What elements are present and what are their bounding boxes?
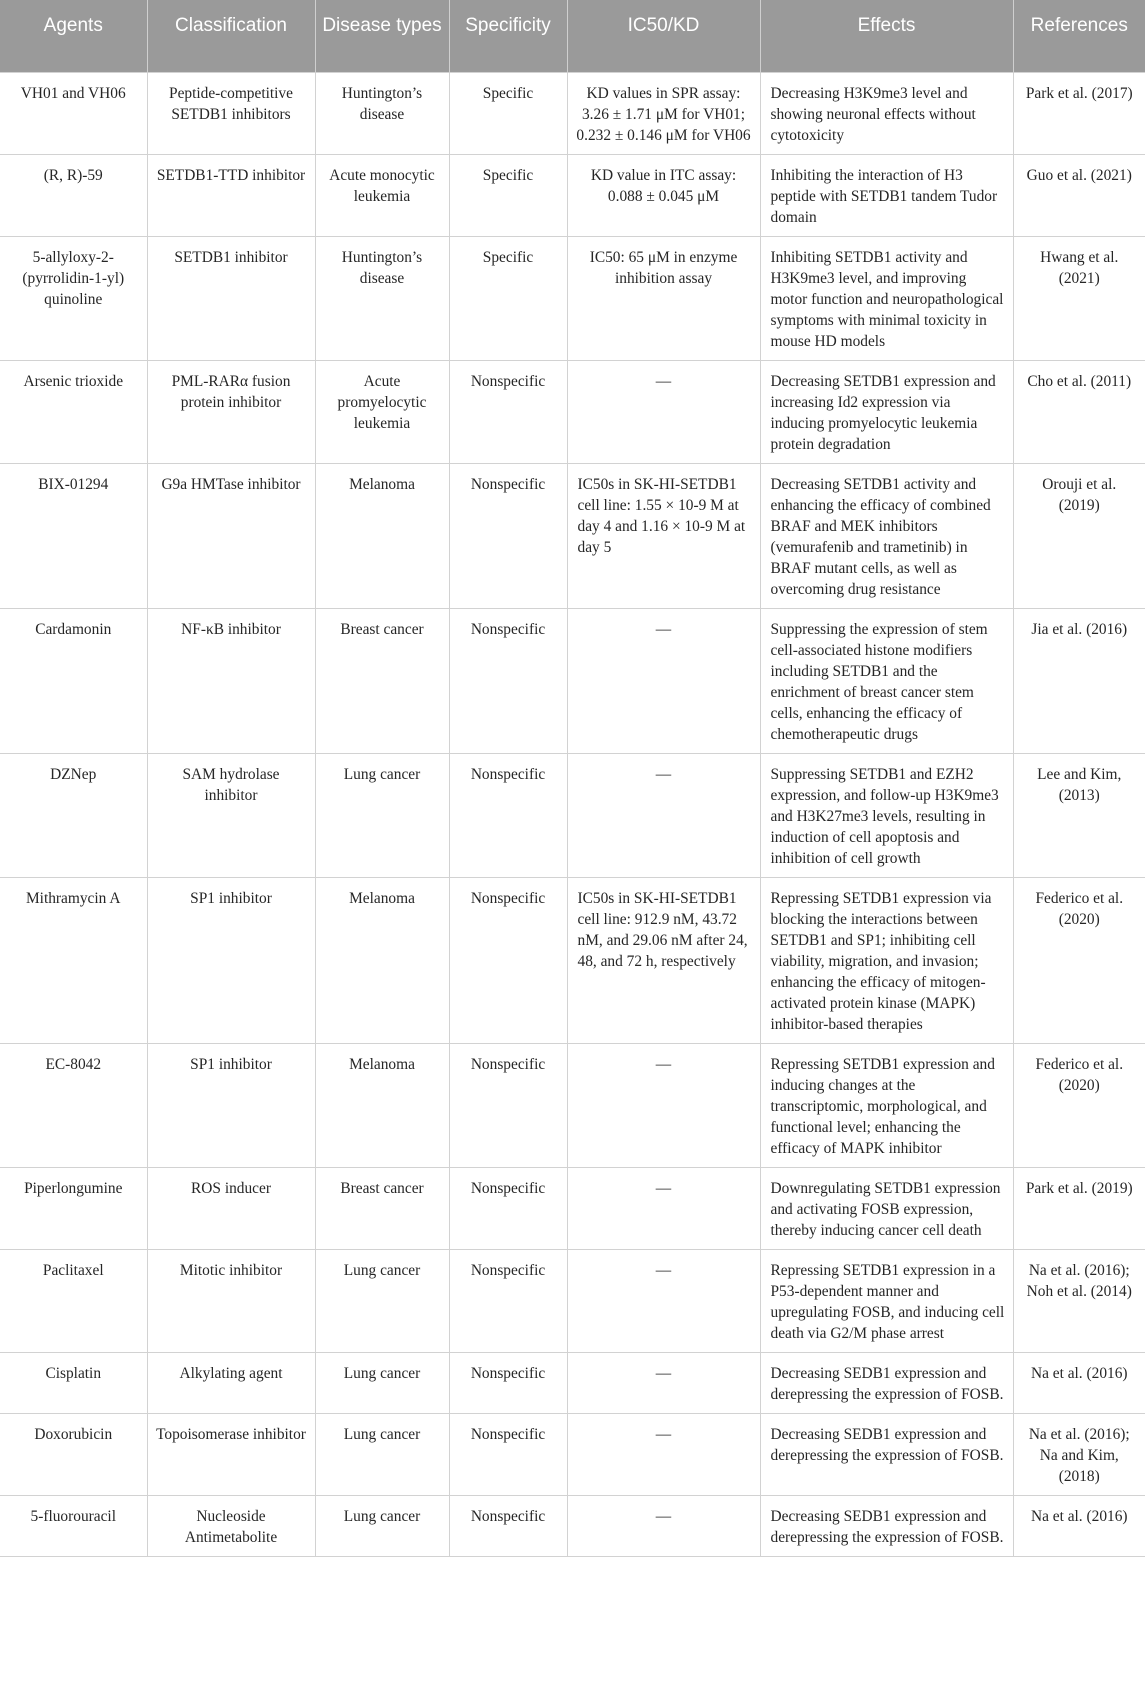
agent-cell: Piperlongumine [0, 1168, 147, 1250]
ic50-kd-cell: IC50s in SK-HI-SETDB1 cell line: 1.55 × 10-9 M at day 4 and 1.16 × 10-9 M at day 5 [567, 464, 760, 609]
disease-cell: Lung cancer [315, 1250, 449, 1353]
references-cell: Jia et al. (2016) [1013, 609, 1145, 754]
header-references: References [1013, 0, 1145, 73]
table-row [0, 878, 1145, 1044]
effects-cell: Suppressing the expression of stem cell-associated histone modifiers including SETDB1 and the enrichment of breast cancer stem cells, enhancing the efficacy of chemotherapeutic drugs [760, 609, 1013, 754]
ic50-kd-cell: — [567, 1168, 760, 1250]
disease-cell: Melanoma [315, 464, 449, 609]
classification-cell: PML-RARα fusion protein inhibitor [147, 361, 315, 464]
agent-cell: Arsenic trioxide [0, 361, 147, 464]
references-cell: Na et al. (2016); Na and Kim, (2018) [1013, 1414, 1145, 1496]
ic50-kd-cell: — [567, 1353, 760, 1414]
agent-cell: 5-fluorouracil [0, 1496, 147, 1557]
references-cell: Federico et al. (2020) [1013, 1044, 1145, 1168]
disease-cell: Breast cancer [315, 1168, 449, 1250]
agent-cell: Mithramycin A [0, 878, 147, 1044]
specificity-cell: Specific [449, 73, 567, 155]
agent-cell: Cardamonin [0, 609, 147, 754]
table-row [0, 464, 1145, 609]
classification-cell: SETDB1 inhibitor [147, 237, 315, 361]
agent-cell: VH01 and VH06 [0, 73, 147, 155]
table-row [0, 609, 1145, 754]
specificity-cell: Nonspecific [449, 609, 567, 754]
references-cell: Federico et al. (2020) [1013, 878, 1145, 1044]
table-row [0, 155, 1145, 237]
effects-cell: Decreasing SEDB1 expression and derepressing the expression of FOSB. [760, 1353, 1013, 1414]
header-ic50-kd: IC50/KD [567, 0, 760, 73]
agent-cell: Doxorubicin [0, 1414, 147, 1496]
classification-cell: ROS inducer [147, 1168, 315, 1250]
classification-cell: SAM hydrolase inhibitor [147, 754, 315, 878]
classification-cell: SP1 inhibitor [147, 878, 315, 1044]
header-effects: Effects [760, 0, 1013, 73]
effects-cell: Repressing SETDB1 expression via blocking the interactions between SETDB1 and SP1; inhibiting cell viability, migration, and invasion; enhancing the efficacy of mitogen-activated protein kinase (MAPK) inhibitor-based therapies [760, 878, 1013, 1044]
references-cell: Na et al. (2016) [1013, 1353, 1145, 1414]
table-row [0, 1353, 1145, 1414]
effects-cell: Decreasing SEDB1 expression and derepressing the expression of FOSB. [760, 1496, 1013, 1557]
effects-cell: Decreasing SEDB1 expression and derepressing the expression of FOSB. [760, 1414, 1013, 1496]
specificity-cell: Nonspecific [449, 1168, 567, 1250]
effects-cell: Repressing SETDB1 expression and inducing changes at the transcriptomic, morphological, and functional level; enhancing the efficacy of MAPK inhibitor [760, 1044, 1013, 1168]
effects-cell: Inhibiting the interaction of H3 peptide with SETDB1 tandem Tudor domain [760, 155, 1013, 237]
header-specificity: Specificity [449, 0, 567, 73]
references-cell: Park et al. (2017) [1013, 73, 1145, 155]
agent-cell: 5-allyloxy-2-(pyrrolidin-1-yl) quinoline [0, 237, 147, 361]
header-classification: Classification [147, 0, 315, 73]
classification-cell: SP1 inhibitor [147, 1044, 315, 1168]
ic50-kd-cell: — [567, 754, 760, 878]
specificity-cell: Nonspecific [449, 1414, 567, 1496]
ic50-kd-cell: — [567, 609, 760, 754]
header-agents: Agents [0, 0, 147, 73]
effects-cell: Decreasing H3K9me3 level and showing neuronal effects without cytotoxicity [760, 73, 1013, 155]
specificity-cell: Nonspecific [449, 1250, 567, 1353]
specificity-cell: Specific [449, 237, 567, 361]
references-cell: Hwang et al. (2021) [1013, 237, 1145, 361]
disease-cell: Huntington’s disease [315, 73, 449, 155]
classification-cell: Peptide-competitive SETDB1 inhibitors [147, 73, 315, 155]
agent-cell: Paclitaxel [0, 1250, 147, 1353]
disease-cell: Melanoma [315, 878, 449, 1044]
ic50-kd-cell: IC50: 65 μM in enzyme inhibition assay [567, 237, 760, 361]
specificity-cell: Nonspecific [449, 1496, 567, 1557]
effects-cell: Suppressing SETDB1 and EZH2 expression, and follow-up H3K9me3 and H3K27me3 levels, resulting in induction of cell apoptosis and inhibition of cell growth [760, 754, 1013, 878]
disease-cell: Acute promyelocytic leukemia [315, 361, 449, 464]
table-row [0, 1414, 1145, 1496]
specificity-cell: Specific [449, 155, 567, 237]
ic50-kd-cell: — [567, 361, 760, 464]
classification-cell: G9a HMTase inhibitor [147, 464, 315, 609]
classification-cell: Alkylating agent [147, 1353, 315, 1414]
table-row [0, 754, 1145, 878]
effects-cell: Downregulating SETDB1 expression and activating FOSB expression, thereby inducing cancer cell death [760, 1168, 1013, 1250]
disease-cell: Melanoma [315, 1044, 449, 1168]
effects-cell: Inhibiting SETDB1 activity and H3K9me3 level, and improving motor function and neuropathological symptoms with minimal toxicity in mouse HD models [760, 237, 1013, 361]
table-row [0, 1250, 1145, 1353]
classification-cell: Nucleoside Antimetabolite [147, 1496, 315, 1557]
agent-cell: BIX-01294 [0, 464, 147, 609]
specificity-cell: Nonspecific [449, 1044, 567, 1168]
ic50-kd-cell: — [567, 1250, 760, 1353]
header-row [0, 0, 1145, 73]
header-disease-types: Disease types [315, 0, 449, 73]
specificity-cell: Nonspecific [449, 464, 567, 609]
references-cell: Na et al. (2016); Noh et al. (2014) [1013, 1250, 1145, 1353]
ic50-kd-cell: — [567, 1044, 760, 1168]
effects-cell: Decreasing SETDB1 activity and enhancing the efficacy of combined BRAF and MEK inhibitors (vemurafenib and trametinib) in BRAF mutant cells, as well as overcoming drug resistance [760, 464, 1013, 609]
effects-cell: Decreasing SETDB1 expression and increasing Id2 expression via inducing promyelocytic leukemia protein degradation [760, 361, 1013, 464]
disease-cell: Huntington’s disease [315, 237, 449, 361]
table-row [0, 361, 1145, 464]
references-cell: Na et al. (2016) [1013, 1496, 1145, 1557]
table-row [0, 237, 1145, 361]
references-cell: Lee and Kim, (2013) [1013, 754, 1145, 878]
disease-cell: Lung cancer [315, 1353, 449, 1414]
table-row [0, 1168, 1145, 1250]
agent-cell: (R, R)-59 [0, 155, 147, 237]
disease-cell: Lung cancer [315, 754, 449, 878]
ic50-kd-cell: KD values in SPR assay: 3.26 ± 1.71 μM for VH01; 0.232 ± 0.146 μM for VH06 [567, 73, 760, 155]
disease-cell: Breast cancer [315, 609, 449, 754]
disease-cell: Lung cancer [315, 1496, 449, 1557]
table-row [0, 73, 1145, 155]
disease-cell: Acute monocytic leukemia [315, 155, 449, 237]
classification-cell: SETDB1-TTD inhibitor [147, 155, 315, 237]
agent-cell: DZNep [0, 754, 147, 878]
references-cell: Cho et al. (2011) [1013, 361, 1145, 464]
table-header [0, 0, 1145, 73]
effects-cell: Repressing SETDB1 expression in a P53-dependent manner and upregulating FOSB, and inducing cell death via G2/M phase arrest [760, 1250, 1013, 1353]
table-body [0, 73, 1145, 1557]
ic50-kd-cell: — [567, 1414, 760, 1496]
references-cell: Park et al. (2019) [1013, 1168, 1145, 1250]
table-row [0, 1496, 1145, 1557]
ic50-kd-cell: IC50s in SK-HI-SETDB1 cell line: 912.9 nM, 43.72 nM, and 29.06 nM after 24, 48, and 72 h, respectively [567, 878, 760, 1044]
ic50-kd-cell: — [567, 1496, 760, 1557]
references-cell: Guo et al. (2021) [1013, 155, 1145, 237]
specificity-cell: Nonspecific [449, 754, 567, 878]
specificity-cell: Nonspecific [449, 1353, 567, 1414]
classification-cell: Mitotic inhibitor [147, 1250, 315, 1353]
disease-cell: Lung cancer [315, 1414, 449, 1496]
table-row [0, 1044, 1145, 1168]
specificity-cell: Nonspecific [449, 878, 567, 1044]
specificity-cell: Nonspecific [449, 361, 567, 464]
ic50-kd-cell: KD value in ITC assay: 0.088 ± 0.045 μM [567, 155, 760, 237]
agent-cell: EC-8042 [0, 1044, 147, 1168]
agent-cell: Cisplatin [0, 1353, 147, 1414]
references-cell: Orouji et al. (2019) [1013, 464, 1145, 609]
classification-cell: Topoisomerase inhibitor [147, 1414, 315, 1496]
classification-cell: NF-κB inhibitor [147, 609, 315, 754]
